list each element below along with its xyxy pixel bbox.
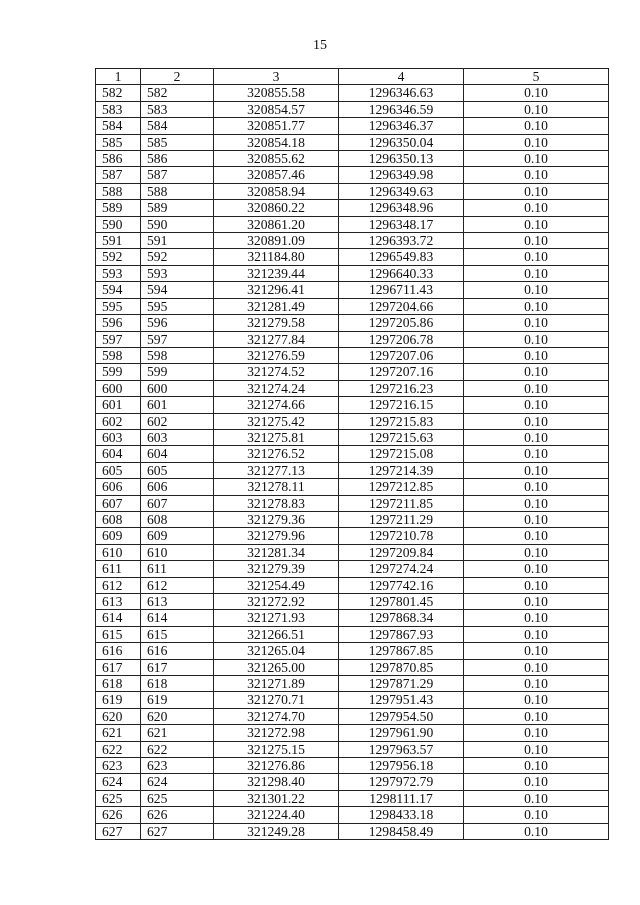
table-cell: 0.10 (464, 708, 609, 724)
table-cell: 0.10 (464, 429, 609, 445)
table-cell: 588 (141, 183, 214, 199)
page-number: 15 (313, 38, 327, 53)
table-row (96, 708, 609, 724)
table-cell: 1298433.18 (339, 807, 464, 823)
table-cell: 0.10 (464, 643, 609, 659)
table-cell: 588 (96, 183, 141, 199)
table-row (96, 544, 609, 560)
table-cell: 1297215.63 (339, 429, 464, 445)
table-cell: 0.10 (464, 544, 609, 560)
table-cell: 599 (96, 364, 141, 380)
table-cell: 598 (96, 347, 141, 363)
table-cell: 321277.13 (214, 462, 339, 478)
table-row (96, 774, 609, 790)
table-cell: 321281.49 (214, 298, 339, 314)
table-cell: 1297215.08 (339, 446, 464, 462)
table-cell: 587 (96, 167, 141, 183)
table-cell: 582 (141, 85, 214, 101)
table-cell: 625 (96, 790, 141, 806)
table-cell: 0.10 (464, 676, 609, 692)
table-cell: 585 (141, 134, 214, 150)
table-cell: 320861.20 (214, 216, 339, 232)
table-cell: 597 (141, 331, 214, 347)
table-row (96, 101, 609, 117)
table-cell: 583 (96, 101, 141, 117)
table-cell: 614 (141, 610, 214, 626)
table-cell: 625 (141, 790, 214, 806)
table-cell: 595 (96, 298, 141, 314)
table-row (96, 725, 609, 741)
table-cell: 1296640.33 (339, 265, 464, 281)
table-row (96, 151, 609, 167)
coordinates-table (95, 68, 609, 840)
table-cell: 614 (96, 610, 141, 626)
table-cell: 1297801.45 (339, 594, 464, 610)
table-cell: 0.10 (464, 725, 609, 741)
table-cell: 605 (141, 462, 214, 478)
table-cell: 620 (141, 708, 214, 724)
table-row (96, 216, 609, 232)
table-cell: 0.10 (464, 249, 609, 265)
table-cell: 613 (96, 594, 141, 610)
table-cell: 1297954.50 (339, 708, 464, 724)
table-cell: 609 (96, 528, 141, 544)
table-cell: 584 (96, 118, 141, 134)
table-row (96, 511, 609, 527)
table-cell: 0.10 (464, 807, 609, 823)
table-cell: 321272.92 (214, 594, 339, 610)
table-cell: 0.10 (464, 446, 609, 462)
table-cell: 321276.52 (214, 446, 339, 462)
table-cell: 1296348.96 (339, 200, 464, 216)
table-cell: 589 (96, 200, 141, 216)
table-cell: 591 (141, 233, 214, 249)
table-cell: 624 (141, 774, 214, 790)
table-cell: 321239.44 (214, 265, 339, 281)
table-cell: 608 (96, 511, 141, 527)
table-cell: 0.10 (464, 462, 609, 478)
table-cell: 0.10 (464, 626, 609, 642)
table-cell: 627 (96, 823, 141, 839)
table-cell: 0.10 (464, 511, 609, 527)
table-cell: 584 (141, 118, 214, 134)
table-cell: 582 (96, 85, 141, 101)
table-row (96, 118, 609, 134)
table-cell: 600 (141, 380, 214, 396)
table-cell: 1297956.18 (339, 758, 464, 774)
table-cell: 321224.40 (214, 807, 339, 823)
table-row (96, 692, 609, 708)
table-cell: 0.10 (464, 265, 609, 281)
table-cell: 597 (96, 331, 141, 347)
table-cell: 1296350.04 (339, 134, 464, 150)
table-cell: 1296711.43 (339, 282, 464, 298)
table-cell: 0.10 (464, 85, 609, 101)
table-row (96, 413, 609, 429)
table-cell: 601 (141, 397, 214, 413)
table-cell: 0.10 (464, 561, 609, 577)
table-row (96, 610, 609, 626)
table-row (96, 479, 609, 495)
table-cell: 594 (96, 282, 141, 298)
table-cell: 321276.59 (214, 347, 339, 363)
table-cell: 615 (96, 626, 141, 642)
table-cell: 610 (141, 544, 214, 560)
table-cell: 321279.36 (214, 511, 339, 527)
table-cell: 320860.22 (214, 200, 339, 216)
table-cell: 0.10 (464, 183, 609, 199)
table-cell: 0.10 (464, 298, 609, 314)
table-cell: 604 (96, 446, 141, 462)
table-cell: 320854.57 (214, 101, 339, 117)
table-row (96, 282, 609, 298)
table-cell: 0.10 (464, 741, 609, 757)
table-cell: 0.10 (464, 594, 609, 610)
table-cell: 0.10 (464, 758, 609, 774)
table-cell: 586 (96, 151, 141, 167)
table-cell: 0.10 (464, 774, 609, 790)
table-cell: 321266.51 (214, 626, 339, 642)
table-cell: 623 (141, 758, 214, 774)
table-cell: 0.10 (464, 331, 609, 347)
table-cell: 1297207.16 (339, 364, 464, 380)
table-cell: 0.10 (464, 610, 609, 626)
table-cell: 0.10 (464, 200, 609, 216)
table-cell: 0.10 (464, 528, 609, 544)
table-cell: 617 (141, 659, 214, 675)
table-cell: 1297871.29 (339, 676, 464, 692)
table-row (96, 85, 609, 101)
table-cell: 607 (141, 495, 214, 511)
table-cell: 1297867.85 (339, 643, 464, 659)
table-cell: 320855.62 (214, 151, 339, 167)
table-row (96, 298, 609, 314)
table-cell: 1297207.06 (339, 347, 464, 363)
table-row (96, 807, 609, 823)
table-cell: 612 (141, 577, 214, 593)
table-cell: 0.10 (464, 413, 609, 429)
table-row (96, 561, 609, 577)
table-cell: 321275.42 (214, 413, 339, 429)
table-cell: 0.10 (464, 216, 609, 232)
table-cell: 321279.39 (214, 561, 339, 577)
table-cell: 1297742.16 (339, 577, 464, 593)
table-cell: 320858.94 (214, 183, 339, 199)
table-cell: 1297961.90 (339, 725, 464, 741)
table-row (96, 659, 609, 675)
table-cell: 585 (96, 134, 141, 150)
table-cell: 596 (141, 315, 214, 331)
table-cell: 321276.86 (214, 758, 339, 774)
table-cell: 619 (141, 692, 214, 708)
table-cell: 613 (141, 594, 214, 610)
table-cell: 0.10 (464, 577, 609, 593)
table-row (96, 823, 609, 839)
table-cell: 0.10 (464, 380, 609, 396)
table-cell: 0.10 (464, 347, 609, 363)
table-cell: 321301.22 (214, 790, 339, 806)
table-cell: 321278.11 (214, 479, 339, 495)
table-cell: 1297205.86 (339, 315, 464, 331)
table-cell: 1297870.85 (339, 659, 464, 675)
table-cell: 590 (141, 216, 214, 232)
table-cell: 592 (141, 249, 214, 265)
table-cell: 321265.04 (214, 643, 339, 659)
table-cell: 591 (96, 233, 141, 249)
table-cell: 321274.66 (214, 397, 339, 413)
table-cell: 1297204.66 (339, 298, 464, 314)
table-cell: 1297868.34 (339, 610, 464, 626)
table-cell: 0.10 (464, 479, 609, 495)
table-cell: 321270.71 (214, 692, 339, 708)
table-cell: 320891.09 (214, 233, 339, 249)
table-row (96, 380, 609, 396)
table-cell: 0.10 (464, 118, 609, 134)
table-cell: 623 (96, 758, 141, 774)
table-cell: 1296348.17 (339, 216, 464, 232)
table-cell: 321249.28 (214, 823, 339, 839)
table-cell: 1297963.57 (339, 741, 464, 757)
table-cell: 1297216.23 (339, 380, 464, 396)
table-row (96, 528, 609, 544)
table-cell: 1296346.63 (339, 85, 464, 101)
table-cell: 595 (141, 298, 214, 314)
table-cell: 0.10 (464, 282, 609, 298)
table-row (96, 676, 609, 692)
table-cell: 0.10 (464, 397, 609, 413)
table-row (96, 200, 609, 216)
table-cell: 321271.93 (214, 610, 339, 626)
table-cell: 321278.83 (214, 495, 339, 511)
table-cell: 593 (141, 265, 214, 281)
table-cell: 0.10 (464, 134, 609, 150)
table-cell: 0.10 (464, 364, 609, 380)
table-cell: 612 (96, 577, 141, 593)
table-cell: 0.10 (464, 167, 609, 183)
table-cell: 0.10 (464, 495, 609, 511)
table-row (96, 347, 609, 363)
table-cell: 607 (96, 495, 141, 511)
table-cell: 621 (141, 725, 214, 741)
table-cell: 598 (141, 347, 214, 363)
table-cell: 0.10 (464, 823, 609, 839)
table-row (96, 577, 609, 593)
table-cell: 321296.41 (214, 282, 339, 298)
table-cell: 620 (96, 708, 141, 724)
table-cell: 603 (141, 429, 214, 445)
table-cell: 609 (141, 528, 214, 544)
table-row (96, 643, 609, 659)
table-cell: 606 (141, 479, 214, 495)
table-cell: 619 (96, 692, 141, 708)
table-cell: 321274.24 (214, 380, 339, 396)
table-cell: 321277.84 (214, 331, 339, 347)
table-cell: 1297951.43 (339, 692, 464, 708)
table-cell: 1297211.29 (339, 511, 464, 527)
table-cell: 321275.15 (214, 741, 339, 757)
table-cell: 0.10 (464, 233, 609, 249)
table-cell: 320854.18 (214, 134, 339, 150)
table-cell: 586 (141, 151, 214, 167)
column-header-4: 4 (339, 69, 464, 85)
table-cell: 1296349.63 (339, 183, 464, 199)
table-cell: 616 (141, 643, 214, 659)
table-cell: 1297206.78 (339, 331, 464, 347)
table-row (96, 331, 609, 347)
table-cell: 603 (96, 429, 141, 445)
table-cell: 594 (141, 282, 214, 298)
column-header-5: 5 (464, 69, 609, 85)
table-cell: 321279.58 (214, 315, 339, 331)
table-cell: 1297216.15 (339, 397, 464, 413)
column-header-2: 2 (141, 69, 214, 85)
table-cell: 583 (141, 101, 214, 117)
table-cell: 622 (96, 741, 141, 757)
table-cell: 320857.46 (214, 167, 339, 183)
table-cell: 321279.96 (214, 528, 339, 544)
table-cell: 1297214.39 (339, 462, 464, 478)
table-row (96, 167, 609, 183)
table-row (96, 446, 609, 462)
table-row (96, 790, 609, 806)
table-cell: 1297211.85 (339, 495, 464, 511)
table-cell: 0.10 (464, 692, 609, 708)
table-row (96, 429, 609, 445)
table-cell: 1296349.98 (339, 167, 464, 183)
table-cell: 321298.40 (214, 774, 339, 790)
table-cell: 0.10 (464, 151, 609, 167)
table-cell: 602 (141, 413, 214, 429)
table-row (96, 397, 609, 413)
table-cell: 592 (96, 249, 141, 265)
table-cell: 0.10 (464, 101, 609, 117)
table-cell: 618 (96, 676, 141, 692)
table-cell: 321281.34 (214, 544, 339, 560)
table-cell: 321271.89 (214, 676, 339, 692)
table-cell: 1296346.37 (339, 118, 464, 134)
table-cell: 602 (96, 413, 141, 429)
table-row (96, 758, 609, 774)
table-row (96, 495, 609, 511)
table-cell: 321274.52 (214, 364, 339, 380)
table-cell: 627 (141, 823, 214, 839)
table-cell: 593 (96, 265, 141, 281)
table-cell: 590 (96, 216, 141, 232)
table-cell: 1296393.72 (339, 233, 464, 249)
table-cell: 1297274.24 (339, 561, 464, 577)
table-cell: 599 (141, 364, 214, 380)
table-cell: 1296346.59 (339, 101, 464, 117)
table-row (96, 134, 609, 150)
table-cell: 1297867.93 (339, 626, 464, 642)
table-row (96, 183, 609, 199)
table-cell: 605 (96, 462, 141, 478)
table-row (96, 249, 609, 265)
table-cell: 320851.77 (214, 118, 339, 134)
table-cell: 320855.58 (214, 85, 339, 101)
table-cell: 1298111.17 (339, 790, 464, 806)
table-cell: 616 (96, 643, 141, 659)
table-cell: 1296350.13 (339, 151, 464, 167)
table-cell: 596 (96, 315, 141, 331)
table-cell: 589 (141, 200, 214, 216)
table-cell: 587 (141, 167, 214, 183)
table-cell: 0.10 (464, 790, 609, 806)
table-cell: 626 (96, 807, 141, 823)
table-cell: 1297209.84 (339, 544, 464, 560)
table-cell: 611 (141, 561, 214, 577)
table-cell: 1296549.83 (339, 249, 464, 265)
table-row (96, 626, 609, 642)
table-cell: 617 (96, 659, 141, 675)
table-row (96, 594, 609, 610)
table-row (96, 741, 609, 757)
table-cell: 604 (141, 446, 214, 462)
table-cell: 321265.00 (214, 659, 339, 675)
table-row (96, 315, 609, 331)
table-cell: 1298458.49 (339, 823, 464, 839)
table-cell: 321272.98 (214, 725, 339, 741)
table-cell: 618 (141, 676, 214, 692)
table-cell: 611 (96, 561, 141, 577)
table-body (96, 85, 609, 840)
table-cell: 1297212.85 (339, 479, 464, 495)
table-cell: 615 (141, 626, 214, 642)
table-cell: 1297215.83 (339, 413, 464, 429)
table-row (96, 462, 609, 478)
table-cell: 601 (96, 397, 141, 413)
table-cell: 621 (96, 725, 141, 741)
table-cell: 321275.81 (214, 429, 339, 445)
table-cell: 321254.49 (214, 577, 339, 593)
table-cell: 0.10 (464, 315, 609, 331)
table-row (96, 265, 609, 281)
table-cell: 608 (141, 511, 214, 527)
table-row (96, 364, 609, 380)
table-cell: 1297972.79 (339, 774, 464, 790)
table-cell: 610 (96, 544, 141, 560)
table-cell: 600 (96, 380, 141, 396)
table-cell: 626 (141, 807, 214, 823)
table-cell: 0.10 (464, 659, 609, 675)
table-cell: 622 (141, 741, 214, 757)
table-row (96, 233, 609, 249)
table-cell: 624 (96, 774, 141, 790)
table-cell: 606 (96, 479, 141, 495)
table-header-row (96, 69, 609, 85)
table-cell: 321274.70 (214, 708, 339, 724)
column-header-1: 1 (96, 69, 141, 85)
column-header-3: 3 (214, 69, 339, 85)
table-cell: 321184.80 (214, 249, 339, 265)
table-cell: 1297210.78 (339, 528, 464, 544)
